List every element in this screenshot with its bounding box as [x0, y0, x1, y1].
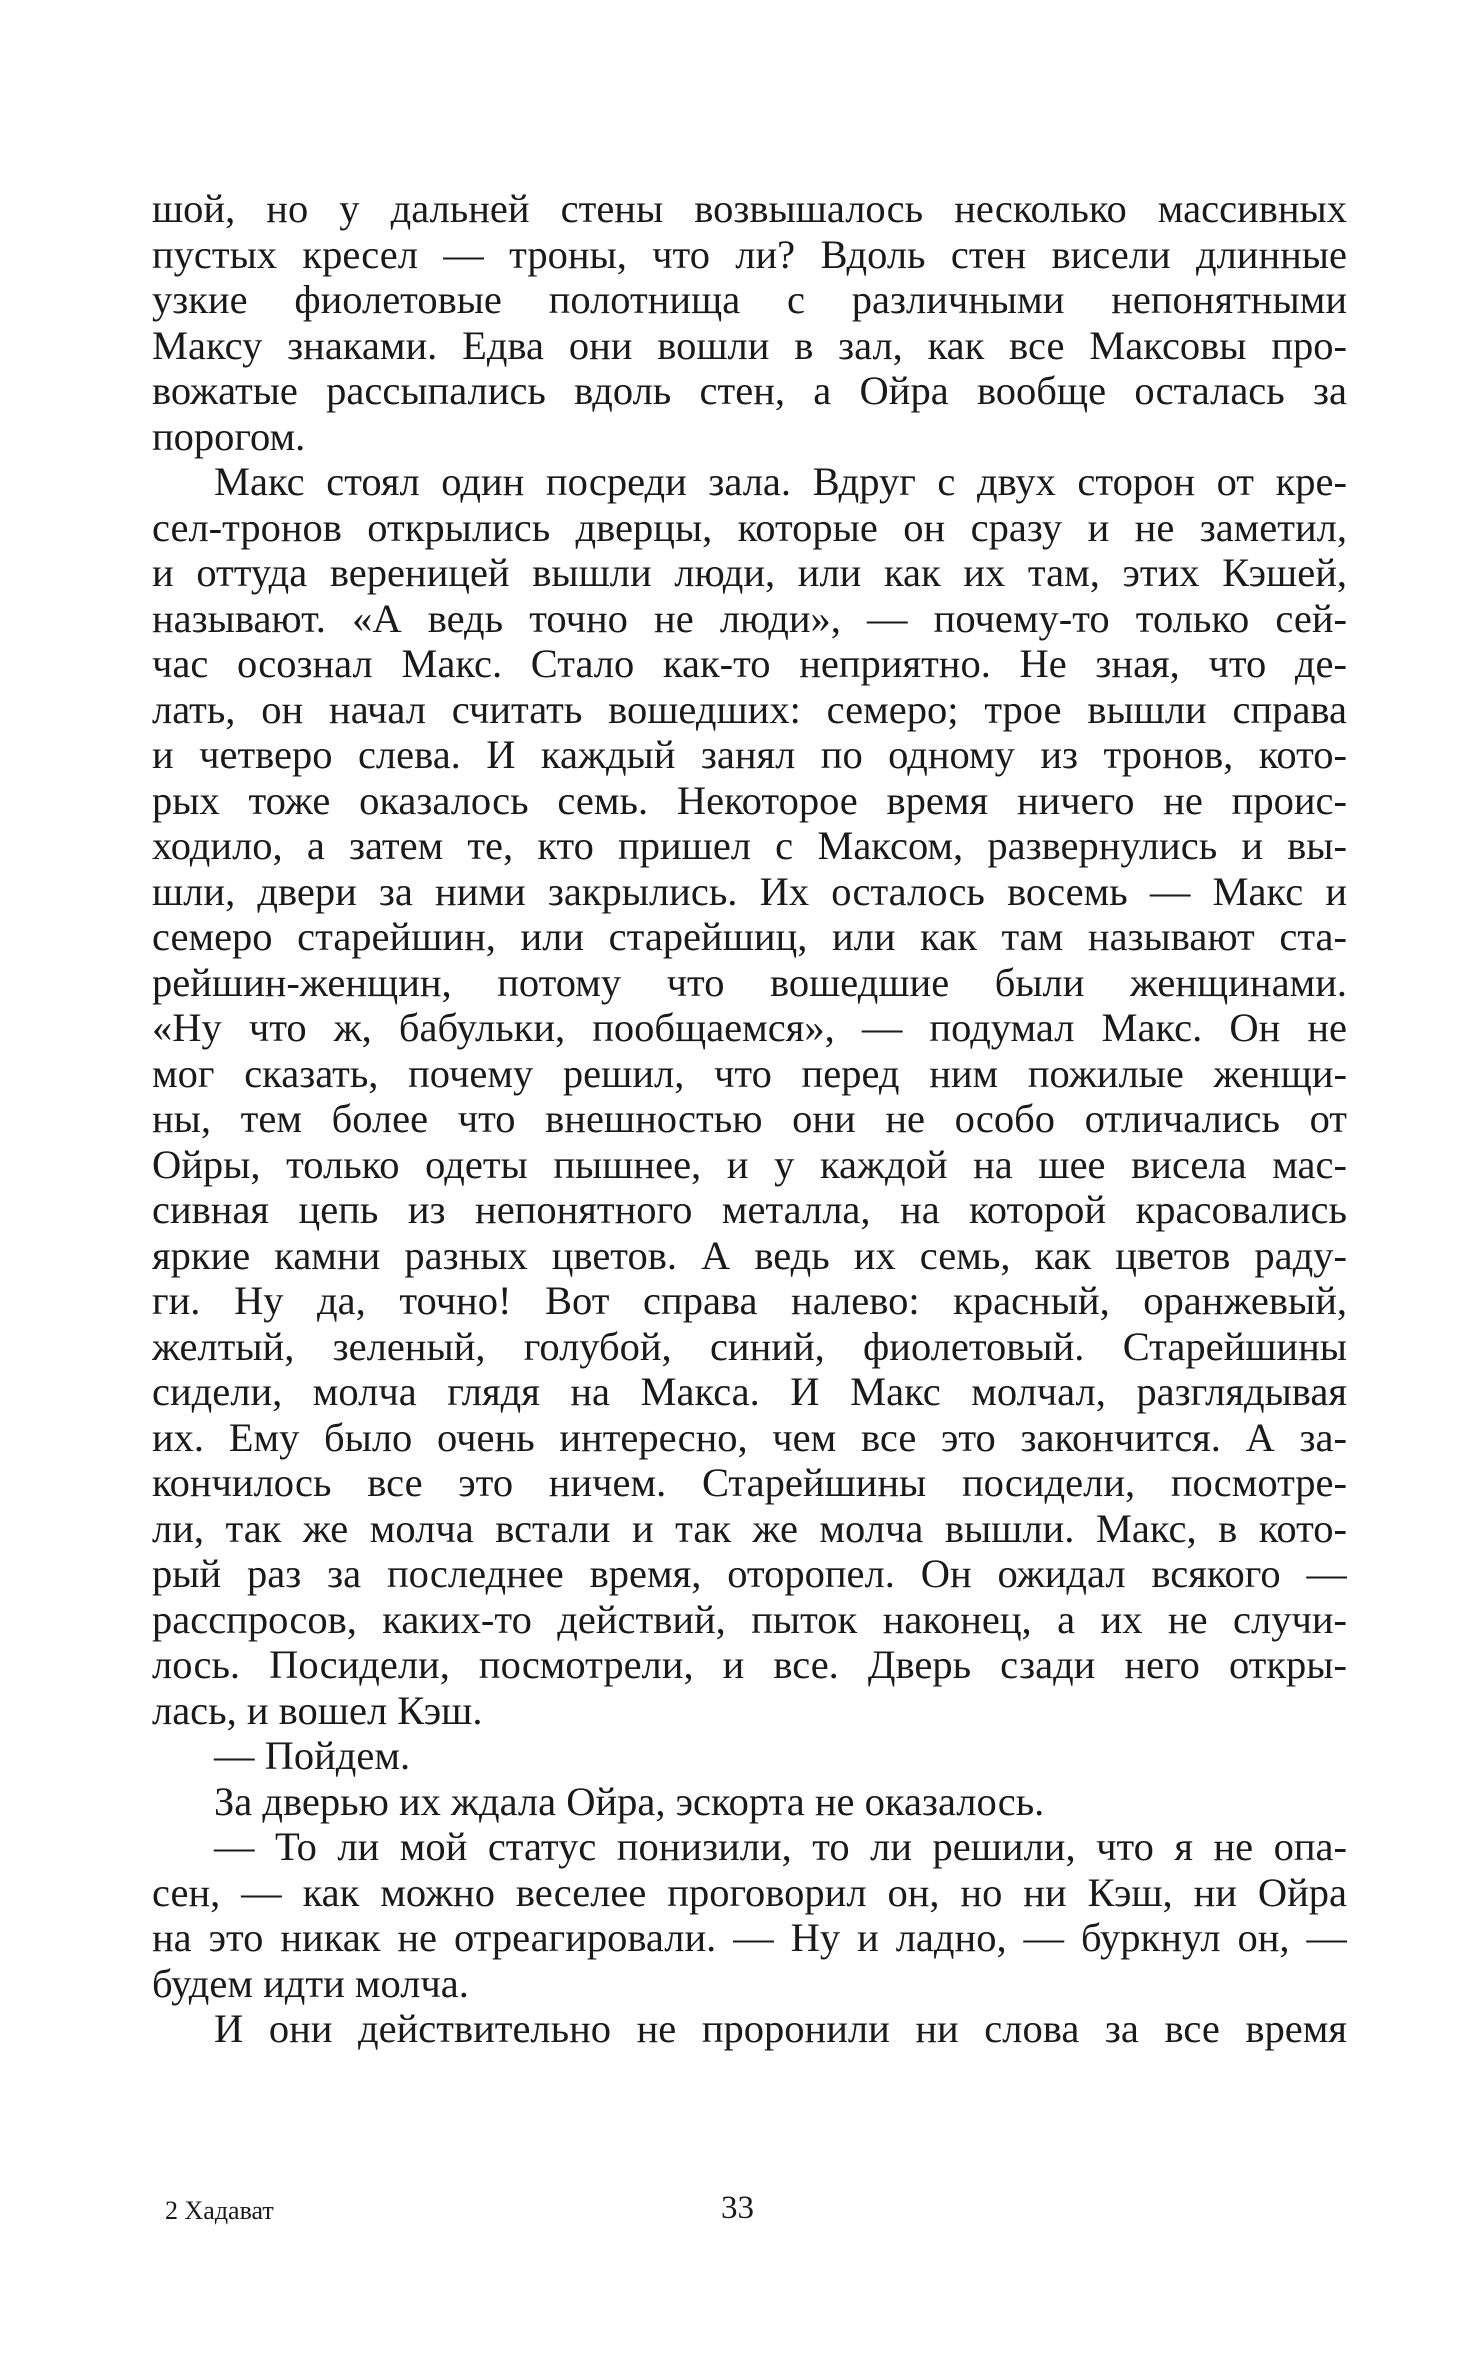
page-number: 33: [721, 2190, 754, 2226]
text-line: лать, он начал считать вошедших: семеро; трое вышли справа: [152, 686, 1347, 732]
text-line: ли, так же молча встали и так же молча вышли. Макс, в кото-: [152, 1505, 1347, 1551]
text-line: мог сказать, почему решил, что перед ним пожилые женщи-: [152, 1050, 1347, 1096]
text-line: Максу знаками. Едва они вошли в зал, как все Максовы про-: [152, 322, 1347, 368]
text-line: порогом.: [152, 413, 306, 459]
text-line: сидели, молча глядя на Макса. И Макс молчал, разглядывая: [152, 1369, 1347, 1414]
text-line: яркие камни разных цветов. А ведь их семь, как цветов раду-: [152, 1232, 1347, 1278]
text-line: лось. Посидели, посмотрели, и все. Дверь сзади него откры-: [152, 1642, 1347, 1687]
text-line: И они действительно не проронили ни слова за все время: [214, 2006, 1347, 2051]
text-line: сел-тронов открылись дверцы, которые он сразу и не заметил,: [152, 504, 1347, 550]
text-line: пустых кресел — троны, что ли? Вдоль стен висели длинные: [152, 231, 1347, 277]
text-line: будем идти молча.: [152, 1960, 469, 2006]
text-line: час осознал Макс. Стало как-то неприятно. Не зная, что де-: [152, 641, 1347, 686]
text-line: лась, и вошел Кэш.: [152, 1687, 483, 1733]
text-line: ны, тем более что внешностью они не особо отличались от: [152, 1096, 1347, 1141]
text-line: и четверо слева. И каждый занял по одному из тронов, кото-: [152, 732, 1347, 777]
text-line: «Ну что ж, бабульки, пообщаемся», — подумал Макс. Он не: [152, 1005, 1347, 1050]
text-line: расспросов, каких-то действий, пыток наконец, а их не случи-: [152, 1596, 1347, 1642]
text-line: семеро старейшин, или старейшиц, или как там называют ста-: [152, 914, 1347, 959]
text-line: их. Ему было очень интересно, чем все это закончится. А за-: [152, 1414, 1347, 1460]
text-line: рых тоже оказалось семь. Некоторое время ничего не проис-: [152, 777, 1347, 823]
text-line: кончилось все это ничем. Старейшины посидели, посмотре-: [152, 1460, 1347, 1505]
text-line: на это никак не отреагировали. — Ну и ладно, — буркнул он, —: [152, 1915, 1347, 1960]
text-line: Ойры, только одеты пышнее, и у каждой на шее висела мас-: [152, 1141, 1347, 1187]
dialogue-line: — Пойдем.: [214, 1733, 411, 1778]
text-line: рый раз за последнее время, оторопел. Он ожидал всякого —: [152, 1551, 1347, 1596]
text-line: узкие фиолетовые полотнища с различными непонятными: [152, 277, 1347, 322]
text-line: называют. «А ведь точно не люди», — почему-то только сей-: [152, 595, 1347, 641]
text-line: сен, — как можно веселее проговорил он, но ни Кэш, ни Ойра: [152, 1869, 1347, 1915]
text-line: ги. Ну да, точно! Вот справа налево: красный, оранжевый,: [152, 1278, 1347, 1323]
signature-mark: 2 Хадават: [165, 2196, 274, 2225]
text-line: сивная цепь из непонятного металла, на которой красовались: [152, 1187, 1347, 1232]
text-line: вожатые рассыпались вдоль стен, а Ойра вообще осталась за: [152, 368, 1347, 413]
dialogue-line: — То ли мой статус понизили, то ли решили, что я не опа-: [214, 1824, 1347, 1869]
text-line: Макс стоял один посреди зала. Вдруг с двух сторон от кре-: [214, 459, 1347, 504]
text-line: и оттуда вереницей вышли люди, или как их там, этих Кэшей,: [152, 550, 1347, 595]
text-line: шли, двери за ними закрылись. Их осталось восемь — Макс и: [152, 868, 1347, 914]
text-line: желтый, зеленый, голубой, синий, фиолетовый. Старейшины: [152, 1323, 1347, 1369]
text-line: рейшин-женщин, потому что вошедшие были женщинами.: [152, 959, 1347, 1005]
body-text: [152, 186, 1347, 2052]
text-line: ходило, а затем те, кто пришел с Максом, развернулись и вы-: [152, 823, 1347, 868]
text-line: шой, но у дальней стены возвышалось несколько массивных: [152, 186, 1347, 231]
text-line: За дверью их ждала Ойра, эскорта не оказалось.: [214, 1778, 1045, 1824]
